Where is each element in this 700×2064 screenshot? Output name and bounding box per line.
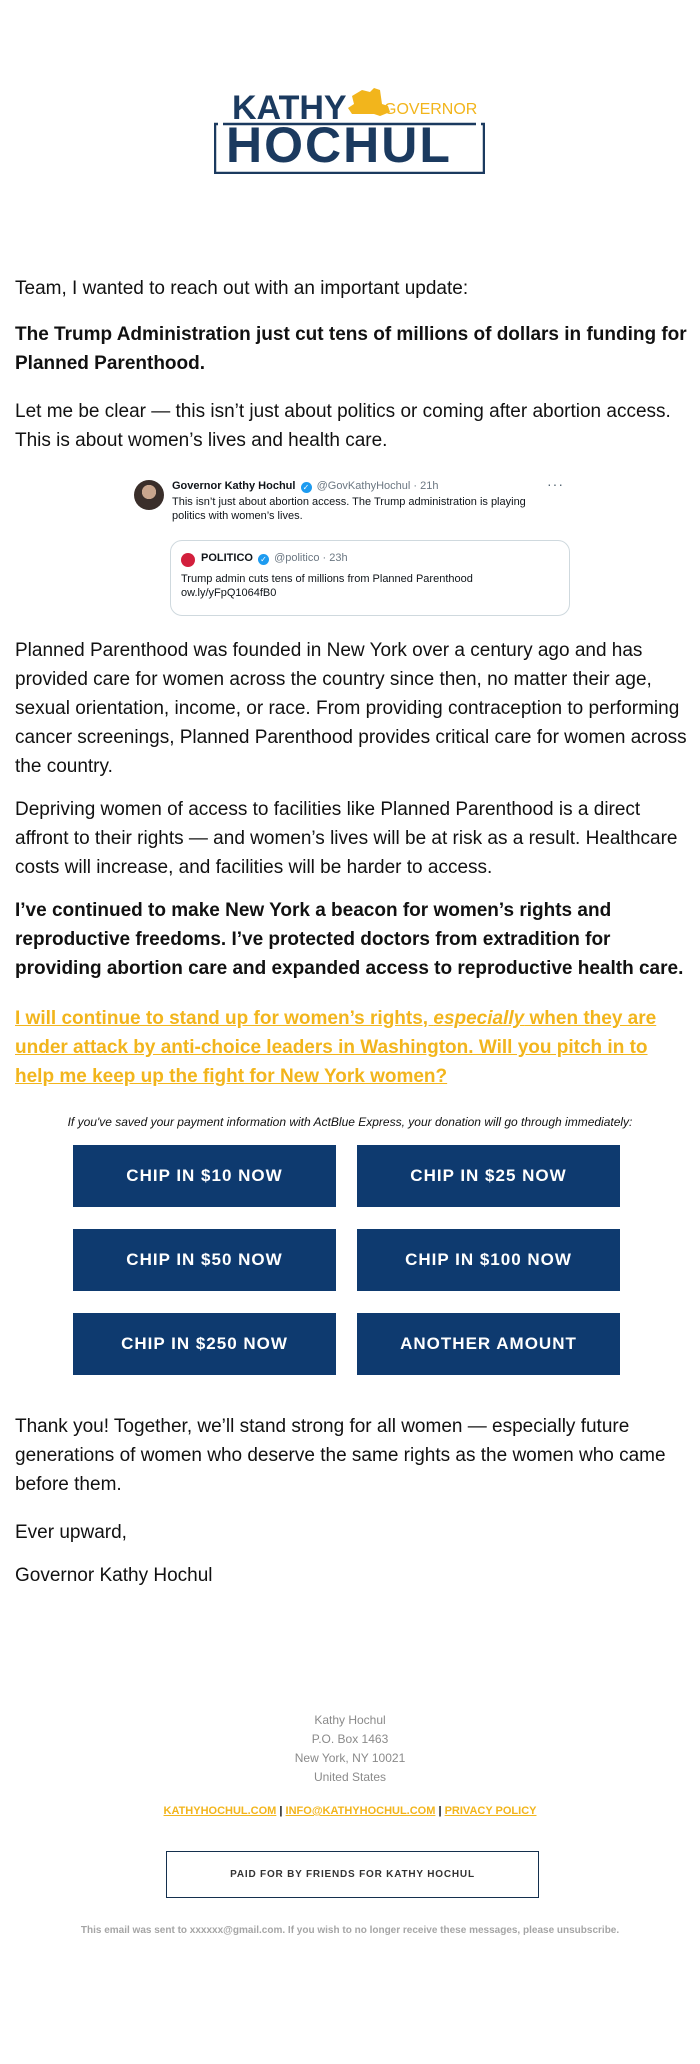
footer-links: [0, 1805, 700, 1817]
email-link[interactable]: INFO@KATHYHOCHUL.COM: [285, 1805, 436, 1817]
verified-icon: ✓: [301, 482, 312, 493]
tweet-text: This isn’t just about abortion access. The Trump administration is playing politics with women’s lives.: [172, 496, 526, 522]
paragraph-depriving: Depriving women of access to facilities like Planned Parenthood is a direct affront to their rights — and women’s lives will be at risk as a result. Healthcare costs will increase, and facilities will be harder to access.: [15, 799, 678, 878]
verified-icon: ✓: [258, 554, 269, 565]
intro-text: Team, I wanted to reach out with an important update:: [15, 278, 469, 299]
paid-for-disclaimer: PAID FOR BY FRIENDS FOR KATHY HOCHUL: [166, 1851, 539, 1898]
address-line: Kathy Hochul: [314, 1713, 386, 1727]
signoff-text: Ever upward,: [15, 1522, 127, 1543]
logo-last-name: HOCHUL: [226, 117, 452, 173]
another-amount-button[interactable]: ANOTHER AMOUNT: [357, 1313, 620, 1375]
chip-in-250-button[interactable]: CHIP IN $250 NOW: [73, 1313, 336, 1375]
chip-in-25-button[interactable]: CHIP IN $25 NOW: [357, 1145, 620, 1207]
unsubscribe-text[interactable]: This email was sent to xxxxxx@gmail.com. If you wish to no longer receive these messages, please unsubscribe.: [80, 1925, 620, 1936]
politico-logo-icon: [181, 553, 195, 567]
cta-text-start: I will continue to stand up for women’s rights,: [15, 1008, 434, 1029]
paragraph-founded: Planned Parenthood was founded in New York over a century ago and has provided care for women across the country since then, no matter their age, sexual orientation, income, or race. From providing contraception to performing cancer screenings, Planned Parenthood provides critical care for women across the country.: [15, 640, 687, 777]
quote-author-line: [201, 552, 348, 565]
quote-text-line: Trump admin cuts tens of millions from Planned Parenthood: [181, 573, 473, 585]
headline-text: The Trump Administration just cut tens of millions of dollars in funding for Planned Parenthood.: [15, 324, 687, 374]
address-line: P.O. Box 1463: [311, 1732, 389, 1746]
chip-in-10-button[interactable]: CHIP IN $10 NOW: [73, 1145, 336, 1207]
campaign-logo: [214, 84, 485, 174]
link-separator: |: [438, 1805, 442, 1817]
cta-text-end: when they are under attack by anti-choice leaders in Washington. Will you pitch in to help me keep up the fight for New York women?: [15, 1008, 657, 1087]
avatar: [134, 480, 164, 510]
tweet-meta: @GovKathyHochul · 21h: [316, 480, 439, 492]
cta-emphasis: especially: [433, 1008, 525, 1029]
paragraph-thanks: Thank you! Together, we’ll stand strong for all women — especially future generations of women who deserve the same rights as the women who came before them.: [15, 1416, 666, 1495]
quote-meta: @politico · 23h: [274, 552, 348, 564]
address-line: United States: [313, 1770, 387, 1784]
signature-text: Governor Kathy Hochul: [15, 1565, 213, 1586]
logo-office: GOVERNOR: [384, 101, 478, 118]
privacy-policy-link[interactable]: PRIVACY POLICY: [444, 1805, 537, 1817]
chip-in-50-button[interactable]: CHIP IN $50 NOW: [73, 1229, 336, 1291]
mailing-address: [0, 1711, 700, 1787]
quote-text: [181, 572, 561, 600]
quote-author: POLITICO: [201, 552, 253, 564]
tweet-author-line: [172, 480, 438, 493]
tweet-author: Governor Kathy Hochul: [172, 480, 296, 492]
chip-in-100-button[interactable]: CHIP IN $100 NOW: [357, 1229, 620, 1291]
link-separator: |: [279, 1805, 283, 1817]
address-line: New York, NY 10021: [294, 1751, 406, 1765]
paragraph-beacon: I’ve continued to make New York a beacon for women’s rights and reproductive freedoms. I’ve protected doctors from extradition for providing abortion care and expanded access to reproductive health care.: [15, 900, 684, 979]
donate-call-to-action[interactable]: [15, 1004, 690, 1091]
quote-link[interactable]: ow.ly/yFpQ1064fB0: [181, 587, 277, 599]
website-link[interactable]: KATHYHOCHUL.COM: [163, 1805, 277, 1817]
embedded-tweet[interactable]: [132, 474, 572, 620]
quoted-tweet[interactable]: [170, 540, 570, 616]
logo-first-name: KATHY: [232, 89, 347, 127]
actblue-note: If you've saved your payment information with ActBlue Express, your donation will go through immediately:: [67, 1115, 633, 1129]
more-options-icon[interactable]: ···: [547, 476, 564, 492]
paragraph-clear: Let me be clear — this isn’t just about politics or coming after abortion access. This is about women’s lives and health care.: [15, 401, 671, 451]
